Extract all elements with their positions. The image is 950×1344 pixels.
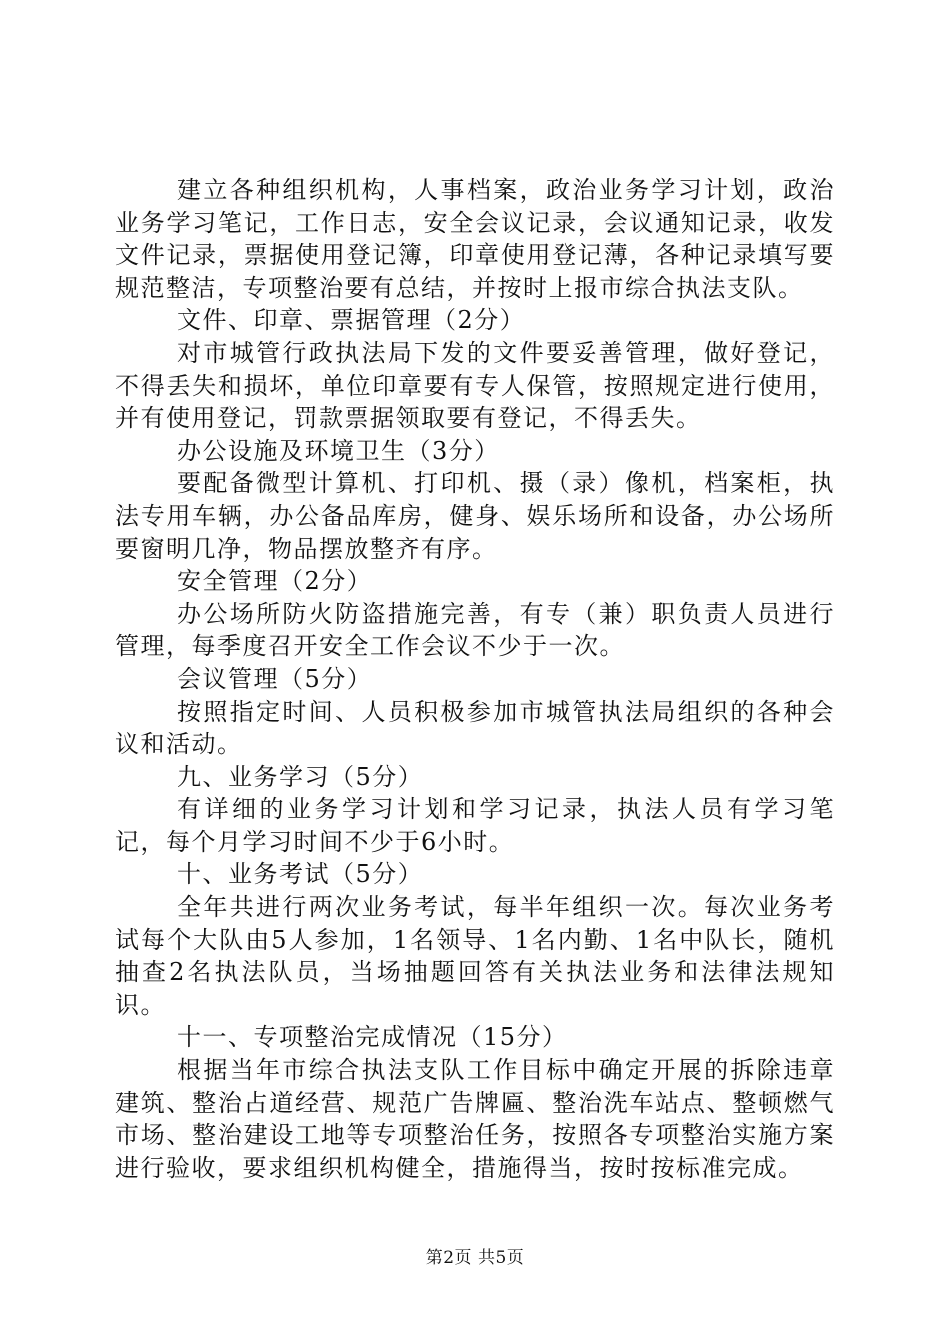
paragraph-office-facilities: 要配备微型计算机、打印机、摄（录）像机，档案柜，执法专用车辆，办公备品库房，健身、娱乐场所和设备，办公场所要窗明几净，物品摆放整齐有序。	[115, 469, 835, 563]
paragraph-special-rectification: 根据当年市综合执法支队工作目标中确定开展的拆除违章建筑、整治占道经营、规范广告牌匾、整治洗车站点、整顿燃气市场、整治建设工地等专项整治任务，按照各专项整治实施方案进行验收，要求组织机构健全，措施得当，按时按标准完成。	[115, 1056, 835, 1182]
paragraph-business-study: 有详细的业务学习计划和学习记录，执法人员有学习笔记，每个月学习时间不少于6小时。	[115, 795, 835, 856]
page-number-footer: 第2页 共5页	[425, 1248, 525, 1268]
heading-safety-management: 安全管理（2分）	[177, 567, 373, 596]
heading-business-exam: 十、业务考试（5分）	[177, 860, 424, 889]
heading-meeting-management: 会议管理（5分）	[177, 664, 373, 693]
paragraph-meeting-management: 按照指定时间、人员积极参加市城管执法局组织的各种会议和活动。	[115, 697, 835, 759]
heading-special-rectification: 十一、专项整治完成情况（15分）	[177, 1023, 568, 1052]
document-body	[115, 174, 835, 1184]
paragraph-building-records: 建立各种组织机构，人事档案，政治业务学习计划，政治业务学习笔记，工作日志，安全会议记录，会议通知记录，收发文件记录，票据使用登记簿，印章使用登记薄，各种记录填写要规范整洁，专项整治要有总结，并按时上报市综合执法支队。	[115, 176, 835, 302]
heading-office-facilities: 办公设施及环境卫生（3分）	[177, 436, 500, 465]
paragraph-business-exam: 全年共进行两次业务考试，每半年组织一次。每次业务考试每个大队由5人参加，1名领导、1名内勤、1名中队长，随机抽查2名执法队员，当场抽题回答有关执法业务和法律法规知识。	[115, 893, 835, 1019]
paragraph-safety-management: 办公场所防火防盗措施完善，有专（兼）职负责人员进行管理，每季度召开安全工作会议不少于一次。	[115, 599, 835, 661]
heading-document-seal-receipt: 文件、印章、票据管理（2分）	[177, 306, 526, 335]
heading-business-study: 九、业务学习（5分）	[177, 762, 424, 791]
paragraph-document-seal-receipt: 对市城管行政执法局下发的文件要妥善管理，做好登记，不得丢失和损坏，单位印章要有专人保管，按照规定进行使用，并有使用登记，罚款票据领取要有登记，不得丢失。	[115, 338, 835, 433]
